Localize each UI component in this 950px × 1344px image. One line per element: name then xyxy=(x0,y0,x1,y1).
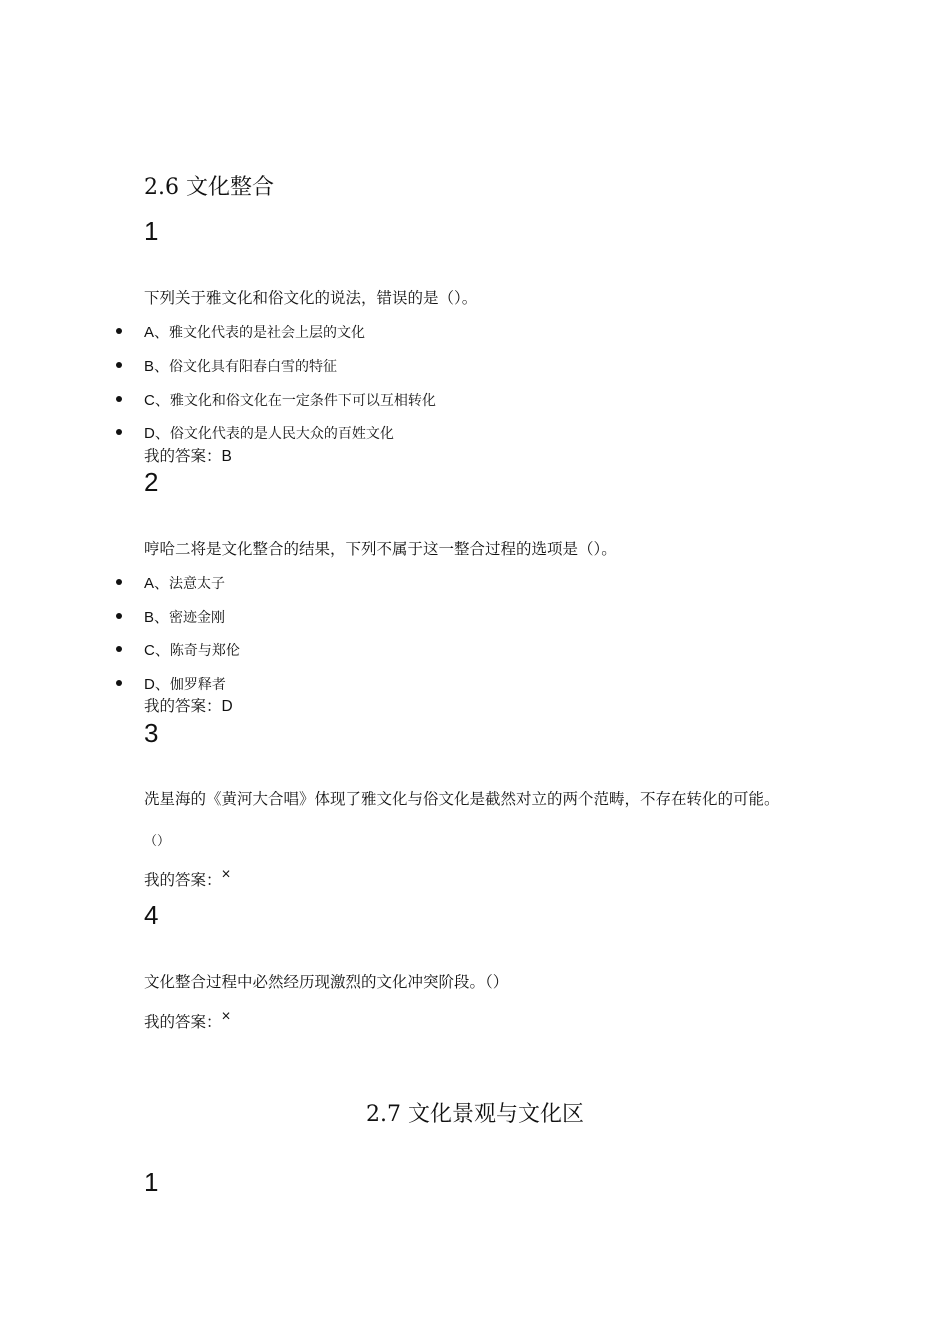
question-text: 哼哈二将是文化整合的结果，下列不属于这一整合过程的选项是（）。 xyxy=(144,540,617,558)
question-text: 下列关于雅文化和俗文化的说法，错误的是（）。 xyxy=(144,289,478,307)
option-item[interactable] xyxy=(144,355,337,376)
answer-label: 我的答案： xyxy=(144,447,222,465)
option-text: 法意太子 xyxy=(169,576,226,592)
question-number: 2 xyxy=(144,467,159,497)
bullet-icon xyxy=(116,328,122,334)
answer-label: 我的答案： xyxy=(144,871,222,889)
option-item[interactable] xyxy=(144,321,365,342)
option-letter: C、 xyxy=(144,642,170,659)
section-title: 2.7 文化景观与文化区 xyxy=(366,1102,584,1127)
option-text: 伽罗释者 xyxy=(169,677,226,693)
my-answer xyxy=(144,444,232,466)
option-item[interactable] xyxy=(144,639,240,660)
option-item[interactable] xyxy=(144,606,225,627)
bullet-icon xyxy=(116,429,122,435)
bullet-icon xyxy=(116,396,122,402)
option-letter: B、 xyxy=(144,358,170,375)
answer-parentheses: （） xyxy=(144,834,171,849)
option-letter: C、 xyxy=(144,392,170,409)
option-letter: B、 xyxy=(144,609,170,626)
question-number: 1 xyxy=(144,1167,159,1197)
bullet-icon xyxy=(116,579,122,585)
answer-label: 我的答案： xyxy=(144,697,222,715)
section-title: 2.6 文化整合 xyxy=(144,175,274,200)
option-letter: D、 xyxy=(144,676,170,693)
bullet-icon xyxy=(116,680,122,686)
question-number: 3 xyxy=(144,718,159,748)
option-item[interactable] xyxy=(144,673,226,694)
question-number: 1 xyxy=(144,216,159,246)
option-text: 俗文化具有阳春白雪的特征 xyxy=(169,359,338,375)
answer-value: × xyxy=(221,866,231,883)
my-answer xyxy=(144,694,233,716)
question-text: 文化整合过程中必然经历现激烈的文化冲突阶段。（） xyxy=(144,973,509,991)
bullet-icon xyxy=(116,646,122,652)
bullet-icon xyxy=(116,362,122,368)
option-text: 陈奇与郑伦 xyxy=(169,643,240,659)
option-text: 雅文化和俗文化在一定条件下可以互相转化 xyxy=(169,393,436,409)
bullet-icon xyxy=(116,613,122,619)
option-text: 雅文化代表的是社会上层的文化 xyxy=(169,325,366,341)
option-item[interactable] xyxy=(144,572,225,593)
answer-value: D xyxy=(221,698,233,715)
option-letter: D、 xyxy=(144,425,170,442)
option-letter: A、 xyxy=(144,575,170,592)
question-text: 冼星海的《黄河大合唱》体现了雅文化与俗文化是截然对立的两个范畴，不存在转化的可能。 xyxy=(144,790,780,808)
my-answer xyxy=(144,868,231,890)
option-letter: A、 xyxy=(144,324,170,341)
answer-value: B xyxy=(221,448,232,465)
my-answer xyxy=(144,1010,231,1032)
answer-value: × xyxy=(221,1008,231,1025)
option-text: 密迹金刚 xyxy=(169,610,226,626)
option-text: 俗文化代表的是人民大众的百姓文化 xyxy=(169,426,394,442)
question-number: 4 xyxy=(144,900,159,930)
answer-label: 我的答案： xyxy=(144,1013,222,1031)
option-item[interactable] xyxy=(144,422,394,443)
option-item[interactable] xyxy=(144,389,436,410)
